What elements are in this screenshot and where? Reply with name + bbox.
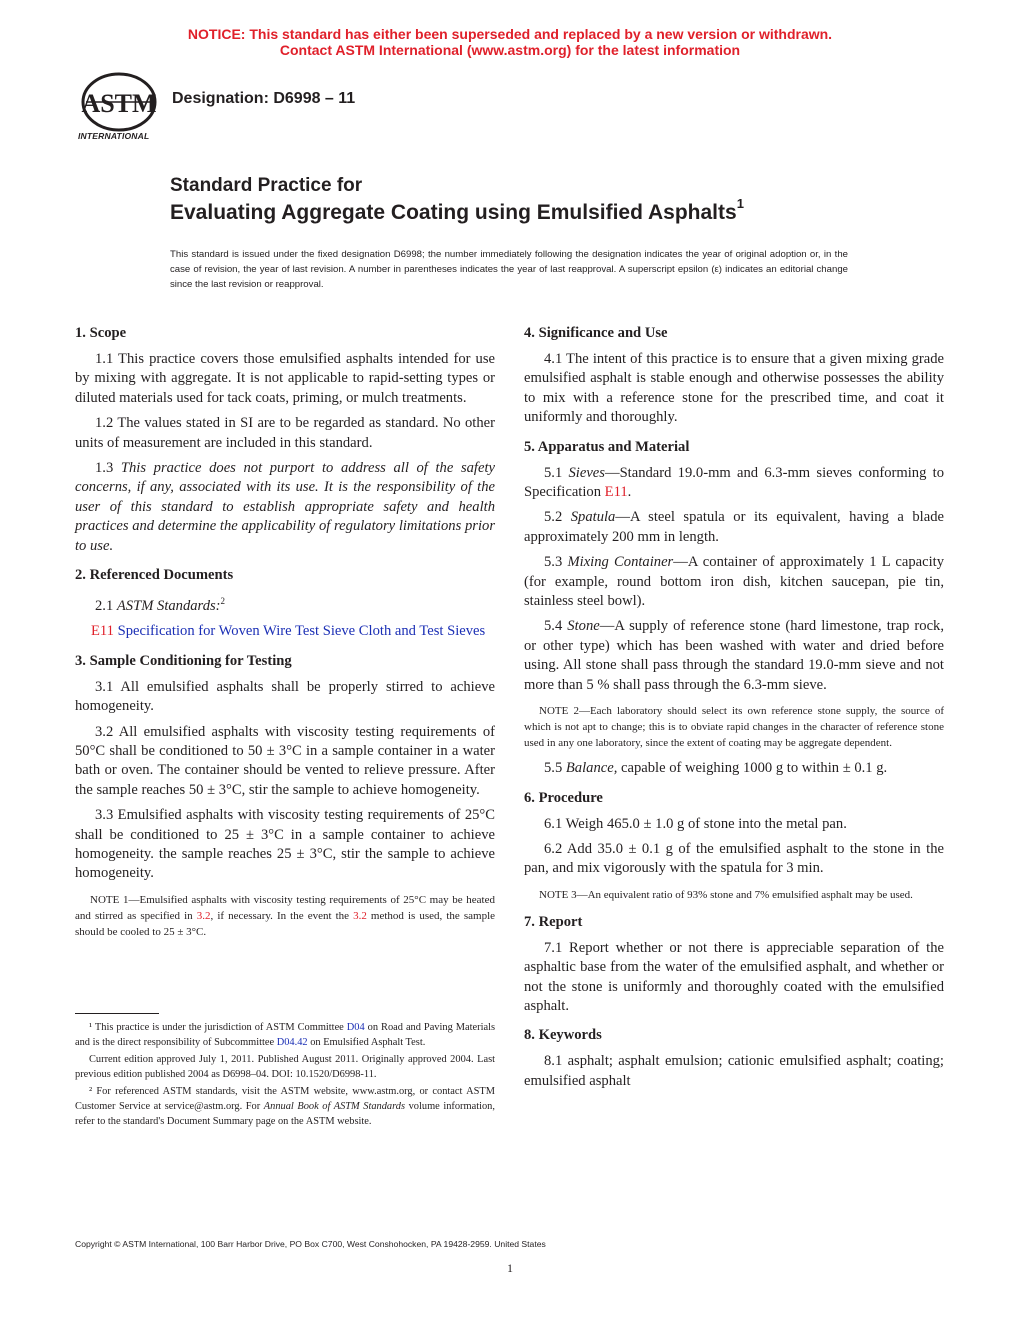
paragraph-1-1: 1.1 This practice covers those emulsified asphalts intended for use by mixing with aggregate. It is not applicable to rapid-setting types or diluted materials used for tack coats, priming, or mulch treatments. [75,351,495,406]
left-column [75,322,495,948]
definition: —Standard 19.0-mm and 6.3-mm sieves conforming to Specification [524,464,945,501]
section-link[interactable]: 3.2 [353,909,367,922]
notice-line-1: NOTICE: This standard has either been superseded and replaced by a new version or withdrawn. [187,26,833,42]
paragraph-8-1: 8.1 asphalt; asphalt emulsion; cationic emulsified asphalt; coating; emulsified asphalt [524,1053,944,1089]
copyright-line: Copyright © ASTM International, 100 Barr Harbor Drive, PO Box C700, West Conshohocken, PA 19428-2959. United States [75,1239,546,1249]
subcommittee-link[interactable]: D04.42 [276,1037,308,1048]
committee-link[interactable]: D04 [346,1022,365,1033]
logo-letters: ASTM [81,89,157,118]
paragraph-2-1 [75,592,495,616]
reference-title[interactable]: Specification for Woven Wire Test Sieve Cloth and Test Sieves [113,623,486,640]
footnote-1-edition: Current edition approved July 1, 2011. Published August 2011. Originally approved 2004. Last previous edition published 2004 as D6998–04. DOI: 10.1520/D6998-11. [75,1054,495,1080]
paragraph-3-2: 3.2 All emulsified asphalts with viscosity testing requirements of 50°C shall be conditioned to 50 ± 3°C in a sample container in a water bath or oven. The container should be vented to relieve pressure. After the sample reaches 50 ± 3°C, stir the sample to achieve homogeneity. [75,723,495,798]
section-heading-referenced-documents: 2. Referenced Documents [75,567,234,584]
note-1 [75,892,495,940]
note-3: NOTE 3—An equivalent ratio of 93% stone and 7% emulsified asphalt may be used. [539,888,913,901]
paragraph-3-3: 3.3 Emulsified asphalts with viscosity testing requirements of 25°C shall be conditioned to 25 ± 3°C in a sample container to achieve homogeneity. the sample reaches 25 ± 3°C, stir the sample to achieve homogeneity. [75,807,495,882]
logo-wordmark: INTERNATIONAL [78,131,150,141]
paragraph-number: 5.3 [544,554,568,571]
note-text: , if necessary. In the event the [210,909,354,922]
paragraph-number: 5.1 [544,464,569,481]
section-heading-procedure: 6. Procedure [524,789,603,806]
page-number: 1 [507,1261,513,1275]
right-column [524,322,944,1097]
paragraph-number: 5.4 [544,618,568,635]
title-line-1: Standard Practice for [170,175,363,196]
definition: —A supply of reference stone (hard limestone, trap rock, or other type) which has been washed with water and dried before using. All stone shall pass through the standard 19.0-mm sieve and not more than 5 % shall pass through the 6.3-mm sieve. [524,618,944,693]
definition: —A container of approximately 1 L capacity (for example, round bottom iron dish, kitchen saucepan, pie tin, stainless steel bowl). [524,554,944,610]
astm-standards-label: ASTM Standards: [116,597,221,614]
section-heading-significance: 4. Significance and Use [524,325,668,341]
paragraph-number: 1.3 [95,460,121,477]
section-heading-sample-conditioning: 3. Sample Conditioning for Testing [75,652,292,669]
footnote-text: volume information, refer to the standard's Document Summary page on the ASTM website. [75,1101,495,1127]
paragraph-number: 5.2 [544,509,571,526]
footnote-marker: 2 [220,596,226,607]
designation: Designation: D6998 – 11 [172,90,356,107]
footnote-text: ² For referenced ASTM standards, visit the ASTM website, www.astm.org, or contact ASTM Customer Service at service@astm.org. For [75,1086,495,1112]
term: Mixing Container [567,554,674,571]
notice-line-2: Contact ASTM International (www.astm.org) for the latest information [279,42,741,58]
paragraph-7-1: 7.1 Report whether or not there is appreciable separation of the asphaltic base from the water of the emulsified asphalt, and whether or not the stone is uniformly and thoroughly coated with the emulsified asphalt. [524,939,944,1014]
term: Spatula [570,509,616,526]
punctuation: . [627,484,632,501]
paragraph-6-1: 6.1 Weigh 465.0 ± 1.0 g of stone into the metal pan. [544,815,847,832]
safety-caveat: This practice does not purport to address all of the safety concerns, if any, associated with its use. It is the responsibility of the user of this standard to establish appropriate safety and health practices and determine the applicability of regulatory limitations prior to use. [75,460,495,554]
term: Sieves [568,464,605,481]
footnote-1 [75,1020,495,1050]
footnote-text: ¹ This practice is under the jurisdiction of ASTM Committee [89,1022,347,1033]
footnote-divider [75,1013,159,1014]
paragraph-5-3 [524,553,944,611]
term: Stone [567,618,600,635]
note-text: NOTE 1—Emulsified asphalts with viscosity testing requirements of 25°C may be heated and stirred as specified in [75,893,495,922]
paragraph-5-4 [524,617,944,695]
title-footnote-marker: 1 [736,196,744,211]
paragraph-3-1: 3.1 All emulsified asphalts shall be properly stirred to achieve homogeneity. [75,678,495,715]
note-text: method is used, the sample should be cooled to 25 ± 3°C. [75,909,496,938]
reference-link-e11[interactable] [75,622,495,641]
section-heading-keywords: 8. Keywords [524,1027,602,1044]
title-text: Evaluating Aggregate Coating using Emulsified Asphalts [170,201,737,224]
definition: capable of weighing 1000 g to within ± 0.1 g. [617,760,888,777]
term: Balance, [565,760,618,777]
paragraph-6-2: 6.2 Add 35.0 ± 0.1 g of the emulsified asphalt to the stone in the pan, and mix vigorously with the spatula for 3 min. [524,840,944,877]
title-line-2 [170,196,744,225]
paragraph-1-2: 1.2 The values stated in SI are to be regarded as standard. No other units of measurement are included in this standard. [75,415,495,451]
footnote-text: on Road and Paving Materials and is the direct responsibility of Subcommittee [75,1022,495,1048]
footnote-2 [75,1084,495,1129]
paragraph-5-2 [524,508,944,547]
book-title: Annual Book of ASTM Standards [263,1101,406,1112]
issuance-statement: This standard is issued under the fixed designation D6998; the number immediately following the designation indicates the year of original adoption or, in the case of revision, the year of last revision. A number in parentheses indicates the year of last reapproval. A superscript epsilon (ε) indicates an editorial change since the last revision or reapproval. [170,249,848,290]
paragraph-1-3 [75,459,495,556]
footnotes [75,1020,495,1131]
footnote-text: on Emulsified Asphalt Test. [307,1037,426,1048]
note-2: NOTE 2—Each laboratory should select its own reference stone supply, the source of which is not apt to change; this is to obviate rapid changes in the character of reference stone used in any one laboratory, since the extent of coating may be aggregate dependent. [524,705,944,750]
paragraph-number: 5.5 [544,760,566,777]
paragraph-5-5 [524,759,944,778]
section-heading-scope: 1. Scope [75,325,127,341]
definition: —A steel spatula or its equivalent, having a blade approximately 200 mm in length. [524,509,944,545]
section-heading-report: 7. Report [524,913,583,930]
paragraph-5-1 [524,464,944,503]
specification-link[interactable]: E11 [604,484,628,501]
section-link[interactable]: 3.2 [196,909,211,922]
reference-code[interactable]: E11 [91,623,114,640]
withdrawn-notice [0,26,1020,58]
section-heading-apparatus: 5. Apparatus and Material [524,438,690,455]
paragraph-number: 2.1 [95,597,117,614]
paragraph-4-1: 4.1 The intent of this practice is to ensure that a given mixing grade emulsified asphalt is stable enough and otherwise possesses the ability to mix with a reference stone for the prescribed time, and coat it uniformly and thoroughly. [524,351,944,426]
